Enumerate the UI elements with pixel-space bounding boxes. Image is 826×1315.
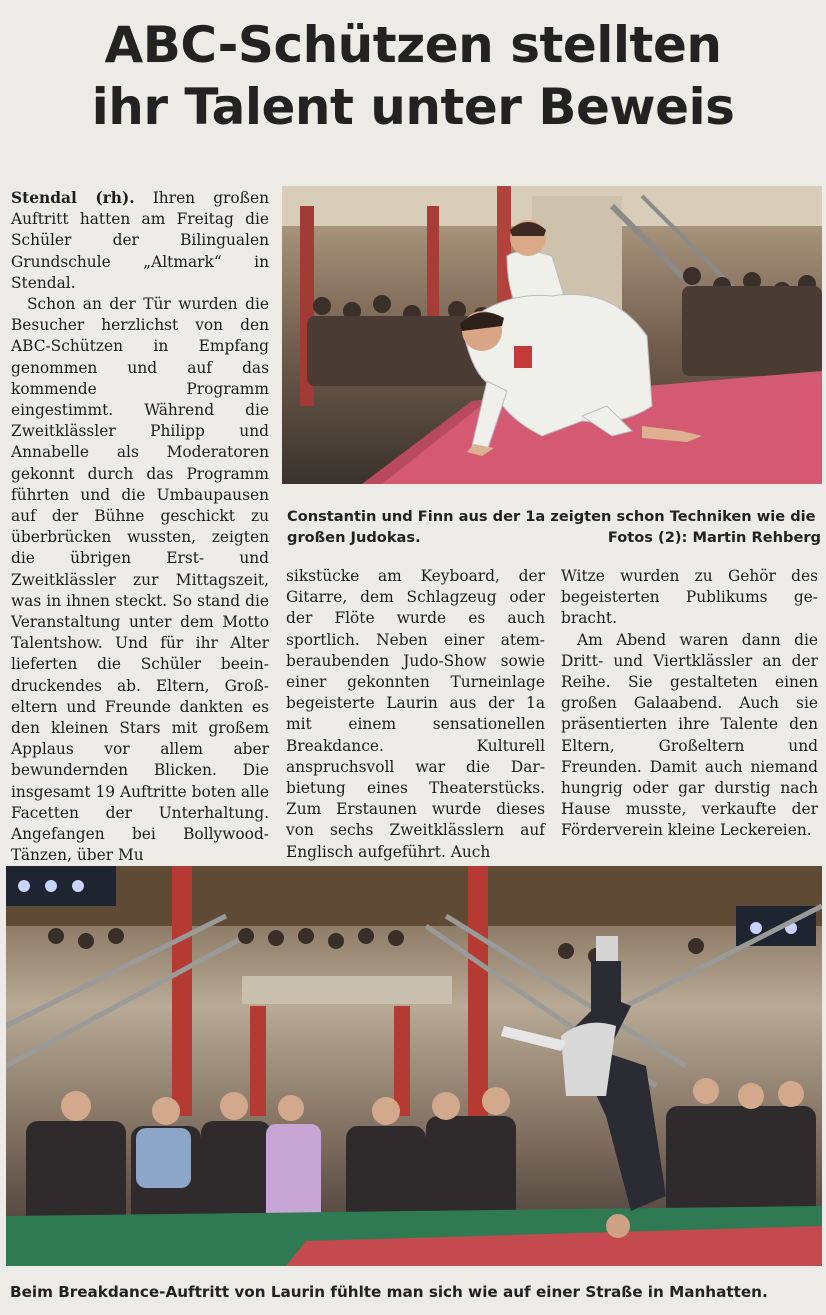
judo-photo-caption [287,506,821,548]
judo-photo [282,186,822,484]
dateline: Stendal (rh). [11,189,135,207]
breakdance-photo-caption: Beim Breakdance-Auftritt von Laurin fühlte man sich wie auf einer Straße in Manhatten. [10,1283,768,1301]
paragraph-intro [11,188,269,294]
paragraph-3: sikstücke am Keyboard, der Gitarre, dem Schlagzeug oder der Flöte wurde es auch sportlich. Neben einer atemberaubenden Judo-Show sowie einer gekonnten Turneinlage begeisterte Laurin aus der 1a mit einem sensationellen Breakdance. Kulturell anspruchsvoll war die Darbietung eines Theaterstücks. Zum Erstaunen wurde dieses von sechs Zweitklässlern auf Englisch aufgeführt. Auch [286,567,545,861]
text-column-2 [286,566,545,863]
text-column-3 [561,566,818,842]
paragraph-intro-text: Ihren großen Auftritt hatten am Freitag die Schüler der Bilingualen Grundschule „Altmark“ in Stendal. [11,189,269,292]
paragraph-5: Am Abend waren dann die Dritt- und Viertklässler an der Reihe. Sie gestalteten einen großen Galaabend. Auch sie präsentierten ihre Talente den Eltern, Großeltern und Freunden. Damit auch niemand hungrig oder gar durstig nach Hause musste, verkaufte der Förderverein kleine Leckereien. [561,630,818,840]
paragraph-2: Schon an der Tür wurden die Besucher herzlichst von den ABC-Schützen in Empfang genommen und auf das kommende Programm eingestimmt. Während die Zweitklässler Philipp und Annabelle als Moderatoren gekonnt durch das Programm führten und die Umbaupausen auf der Bühne geschickt zu überbrücken wussten, zeigten die übrigen Erst- und Zweitklässler zur Mittagszeit, was in ihnen steckt. So stand die Veranstaltung unter dem Motto Talentshow. Und für ihr Alter lieferten die Schüler beeindruckendes ab. Eltern, Großeltern und Freunde dankten es den kleinen Stars mit großem Applaus vor allem aber bewundernden Blicken. Die insgesamt 19 Auftritte boten alle Facetten der Unterhaltung. Angefangen bei Bollywood-Tänzen, über Mu [11,295,269,865]
headline [10,14,816,138]
text-column-1 [11,188,269,867]
breakdance-photo [6,866,822,1266]
paragraph-4: Witze wurden zu Gehör des begeisterten Publikums gebracht. [561,567,818,628]
headline-line-1: ABC-Schützen stellten [104,16,722,74]
headline-line-2: ihr Talent unter Beweis [91,78,735,136]
judo-caption-text: Constantin und Finn aus der 1a zeigten schon Techniken wie die großen Judokas. [287,508,816,546]
photo-credit: Fotos (2): Martin Rehberg [607,529,821,546]
